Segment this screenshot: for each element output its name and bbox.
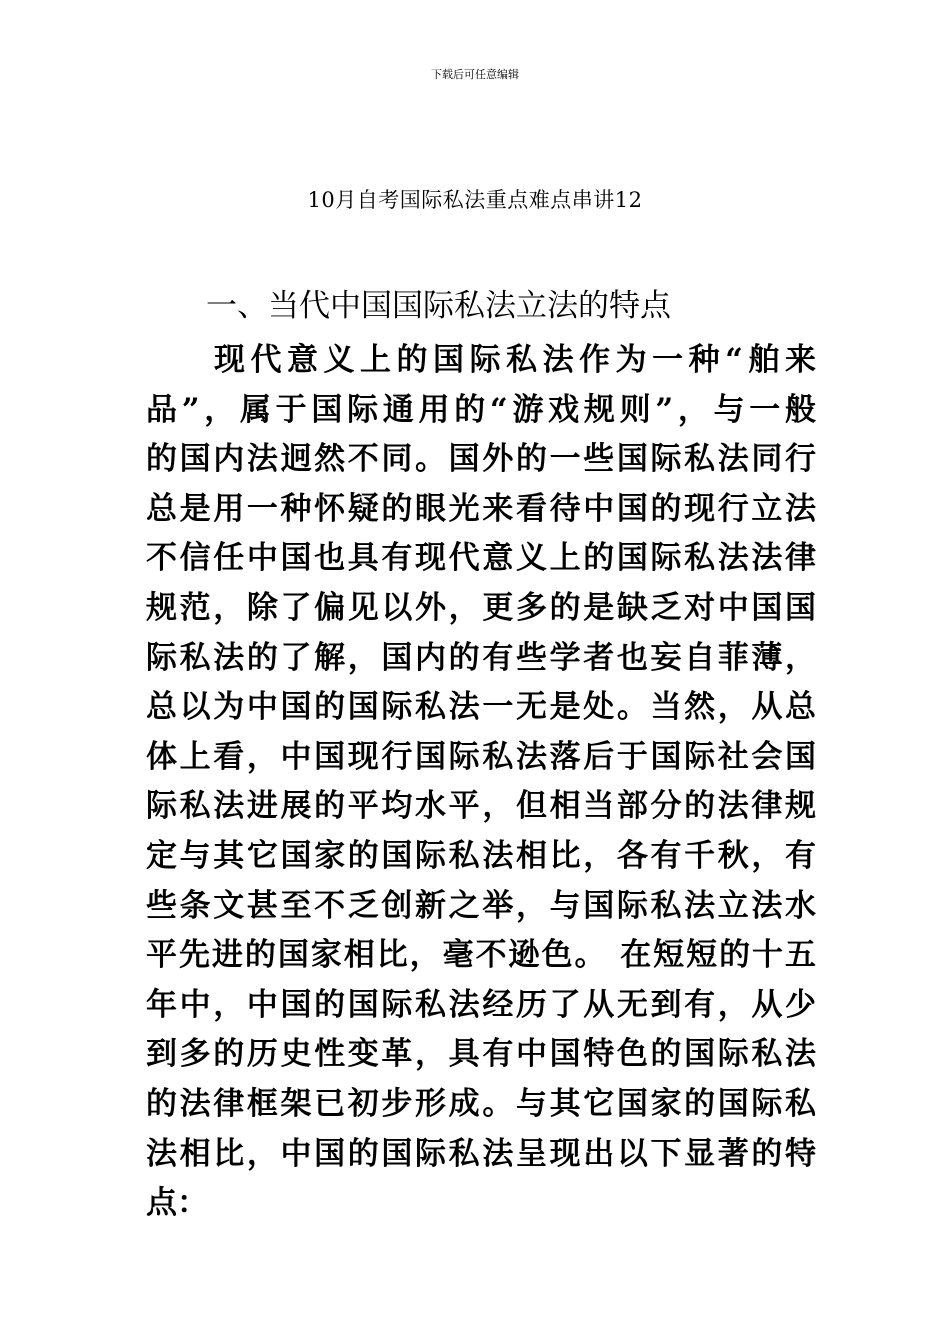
body-line: 的国内法迥然不同。国外的一些国际私法同行 [146,441,816,478]
body-line: 总以为中国的国际私法一无是处。当然，从总 [146,689,816,726]
header-note: 下载后可任意编辑 [431,68,519,81]
body-line: 定与其它国家的国际私法相比，各有千秋，有 [146,837,816,874]
body-line: 现代意义上的国际私法作为一种“舶来 [214,342,816,378]
body-line: 平先进的国家相比，毫不逊色。 在短短的十五 [146,937,816,974]
body-line: 法相比，中国的国际私法呈现出以下显著的特 [146,1135,816,1172]
body-line: 体上看，中国现行国际私法落后于国际社会国 [146,738,816,775]
body-line: 年中，中国的国际私法经历了从无到有，从少 [146,986,816,1023]
body-line: 点： [146,1185,208,1222]
body-line: 的法律框架已初步形成。与其它国家的国际私 [146,1085,816,1122]
body-paragraph [146,336,816,1229]
body-line: 际私法的了解，国内的有些学者也妄自菲薄， [146,639,816,676]
body-line: 际私法进展的平均水平，但相当部分的法律规 [146,788,816,825]
body-line: 总是用一种怀疑的眼光来看待中国的现行立法 [146,490,816,527]
body-line: 品”，属于国际通用的“游戏规则”，与一般 [146,391,816,428]
body-line: 到多的历史性变革，具有中国特色的国际私法 [146,1036,816,1073]
body-line: 不信任中国也具有现代意义上的国际私法法律 [146,540,816,577]
section-heading: 一、当代中国国际私法立法的特点 [206,288,671,324]
body-line: 规范，除了偏见以外，更多的是缺乏对中国国 [146,589,816,626]
document-title: 10月自考国际私法重点难点串讲12 [307,188,643,212]
body-line: 些条文甚至不乏创新之举，与国际私法立法水 [146,887,816,924]
